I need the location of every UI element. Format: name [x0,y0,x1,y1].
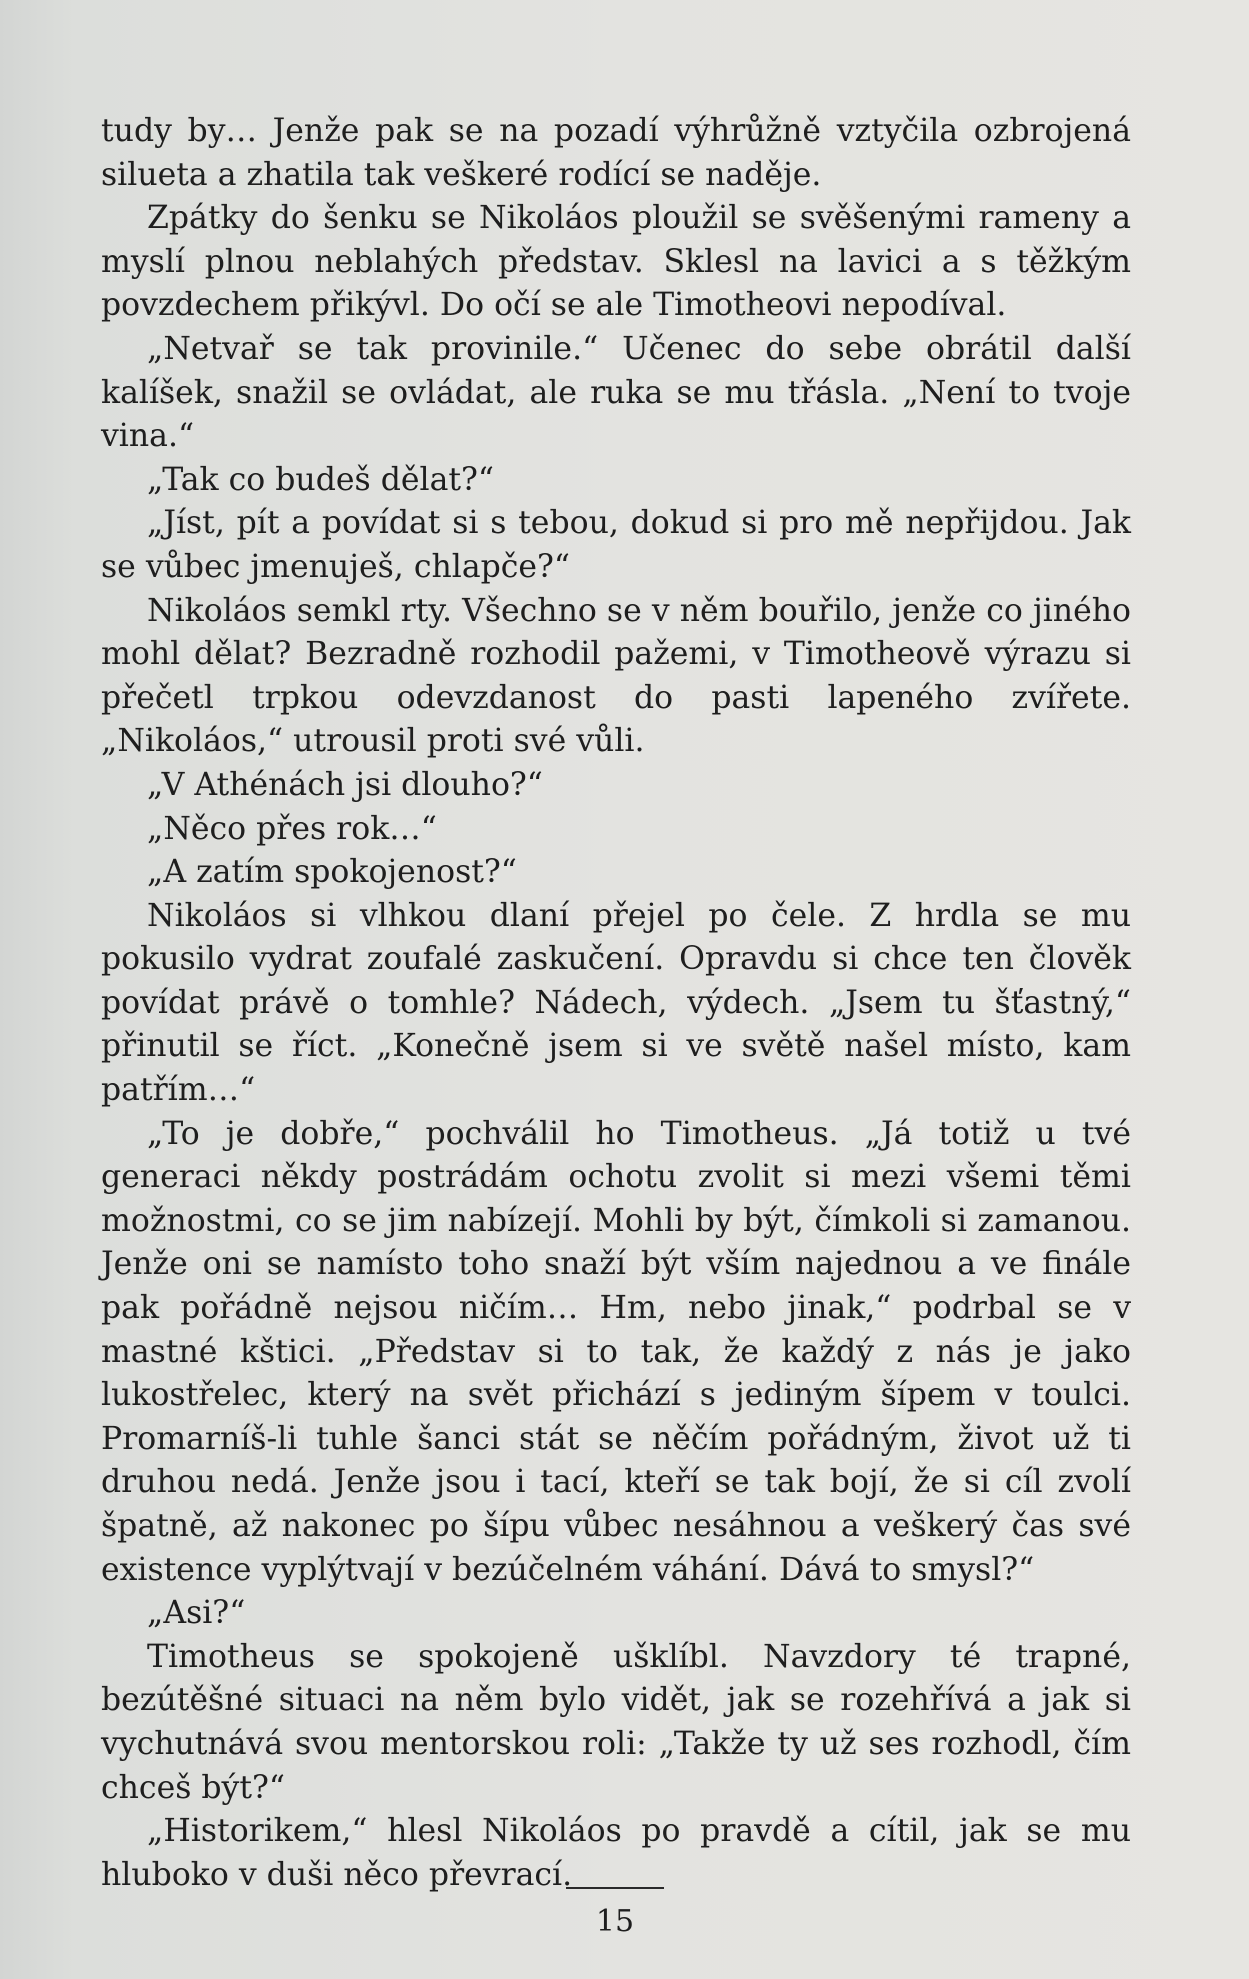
paragraph: Zpátky do šenku se Nikoláos ploužil se svěšenými rameny a myslí plnou neblahých představ. Sklesl na lavici a s těžkým povzdechem přikývl. Do očí se ale Timotheovi nepodíval. [101,200,1131,324]
paragraph: „Tak co budeš dělat?“ [147,461,495,498]
paragraph: „V Athénách jsi dlouho?“ [147,766,543,803]
footer-rule [566,1887,664,1889]
page-number: 15 [595,1904,635,1939]
paragraph: „Asi?“ [147,1595,246,1632]
paragraph: Timotheus se spokojeně ušklíbl. Navzdory té trapné, bezútěšné situaci na něm bylo vidět, jak se rozehřívá a jak si vychutnává svou mentorskou roli: „Takže ty už ses rozhodl, čím chceš být?“ [101,1638,1131,1806]
body-text [101,110,1131,1897]
paragraph: tudy by… Jenže pak se na pozadí výhrůžně vztyčila ozbrojená silueta a zhatila tak veškeré rodící se naděje. [101,113,1131,193]
paragraph: „Historikem,“ hlesl Nikoláos po pravdě a cítil, jak se mu hluboko v duši něco převrací. [101,1813,1131,1893]
paragraph: „A zatím spokojenost?“ [147,854,517,891]
paragraph: „Jíst, pít a povídat si s tebou, dokud si pro mě nepřijdou. Jak se vůbec jmenuješ, chlapče?“ [101,505,1131,585]
paragraph: „Netvař se tak provinile.“ Učenec do sebe obrátil další kalíšek, snažil se ovládat, ale ruka se mu třásla. „Není to tvoje vina.“ [101,330,1131,455]
paragraph: Nikoláos semkl rty. Všechno se v něm bouřilo, jenže co jiného mohl dělat? Bezradně rozhodil pažemi, v Timotheově výrazu si přečetl trpkou odevzdanost do pasti lapeného zvířete. „Nikoláos,“ utrousil proti své vůli. [101,592,1131,760]
paragraph: „Něco přes rok…“ [147,810,437,847]
paragraph: „To je dobře,“ pochválil ho Timotheus. „Já totiž u tvé generaci někdy postrádám ochotu zvolit si mezi všemi těmi možnostmi, co se jim nabízejí. Mohli by být, čímkoli si zamanou. Jenže oni se namísto toho snaží být vším najednou a ve finále pak pořádně nejsou ničím… Hm, nebo jinak,“ podrbal se v mastné kštici. „Představ si to tak, že každý z nás je jako lukostřelec, který na svět přichází s jediným šípem v toulci. Promarníš-li tuhle šanci stát se něčím pořádným, život už ti druhou nedá. Jenže jsou i tací, kteří se tak bojí, že si cíl zvolí špatně, až nakonec po šípu vůbec nesáhnou a veškerý čas své existence vyplýtvají v bezúčelném váhání. Dává to smysl?“ [101,1115,1131,1588]
paragraph: Nikoláos si vlhkou dlaní přejel po čele. Z hrdla se mu pokusilo vydrat zoufalé zaskučení. Opravdu si chce ten člověk povídat právě o tomhle? Nádech, výdech. „Jsem tu šťastný,“ přinutil se říct. „Konečně jsem si ve světě našel místo, kam patřím…“ [101,897,1131,1109]
